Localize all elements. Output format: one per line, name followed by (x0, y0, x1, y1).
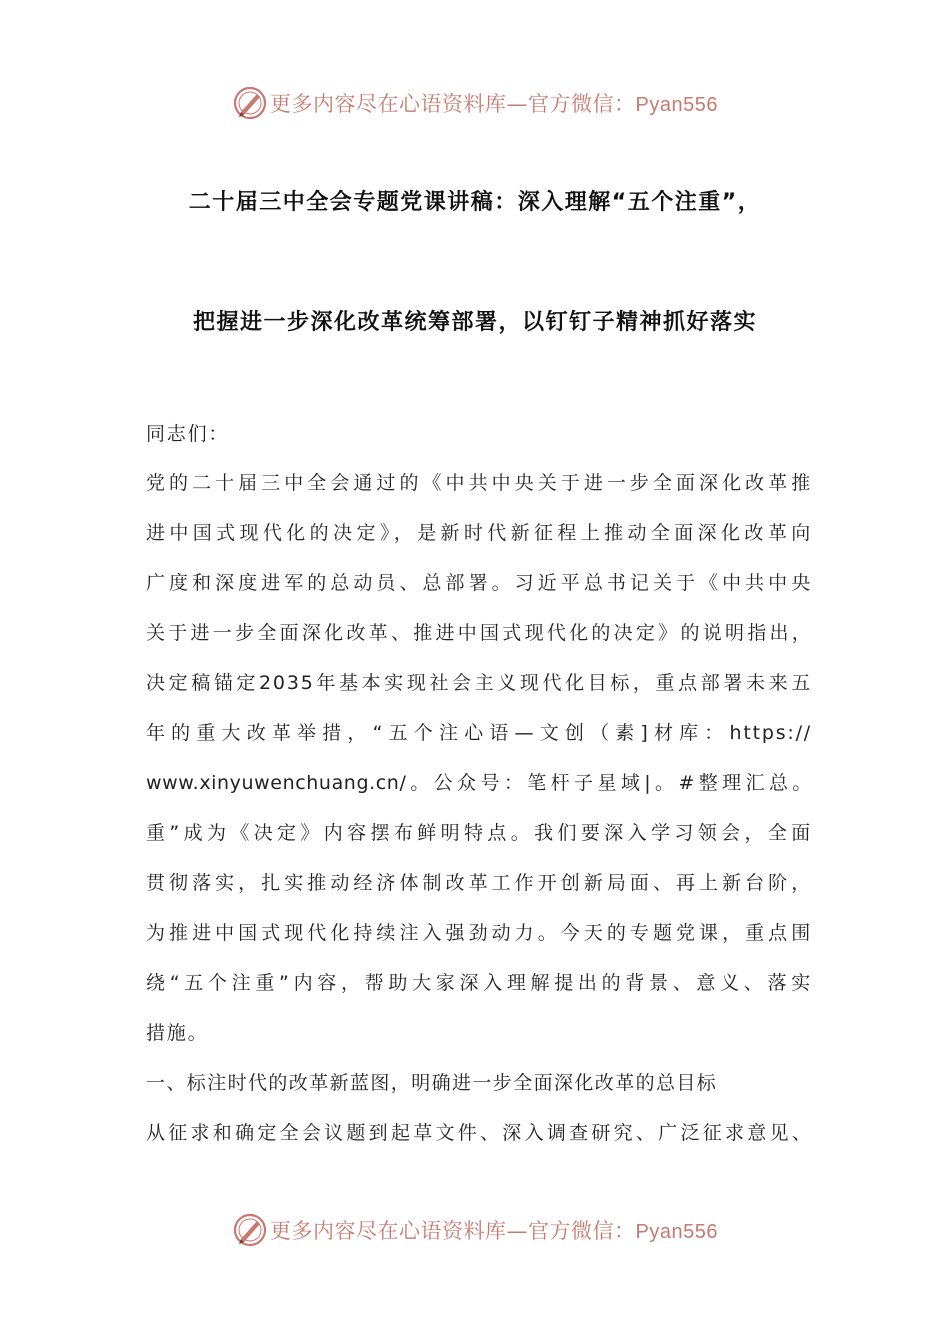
paragraph-line: 为推进中国式现代化持续注入强劲动力。今天的专题党课，重点围 (146, 922, 812, 944)
pen-logo-icon (232, 1212, 268, 1248)
header-watermark (0, 83, 950, 123)
paragraph-line: 关于进一步全面深化改革、推进中国式现代化的决定》的说明指出， (146, 622, 812, 644)
paragraph-line: 年的重大改革举措，“五个注心语—文创（素]材库：https:// (146, 722, 812, 744)
page-title-line-2: 把握进一步深化改革统筹部署，以钉钉子精神抓好落实 (192, 310, 757, 335)
paragraph-line: www.xinyuwenchuang.cn/。公众号：笔杆子星域|。#整理汇总。 (146, 772, 812, 794)
paragraph-line: 重”成为《决定》内容摆布鲜明特点。我们要深入学习领会，全面 (146, 822, 812, 844)
watermark-label: 更多内容尽在心语资料库—官方微信： (270, 92, 636, 116)
paragraph-line: 决定稿锚定2035年基本实现社会主义现代化目标，重点部署未来五 (146, 672, 812, 694)
page-title-line-1: 二十届三中全会专题党课讲稿：深入理解“五个注重”， (188, 190, 762, 215)
section-heading: 一、标注时代的改革新蓝图，明确进一步全面深化改革的总目标 (146, 1072, 718, 1094)
footer-watermark (0, 1210, 950, 1250)
pen-logo-icon (232, 85, 268, 121)
watermark-label: 更多内容尽在心语资料库—官方微信： (270, 1219, 636, 1243)
watermark-text (270, 88, 718, 118)
paragraph-line: 从征求和确定全会议题到起草文件、深入调查研究、广泛征求意见、 (146, 1122, 812, 1144)
paragraph-line: 党的二十届三中全会通过的《中共中央关于进一步全面深化改革推 (146, 472, 812, 494)
paragraph-line: 贯彻落实，扎实推动经济体制改革工作开创新局面、再上新台阶， (146, 872, 812, 894)
watermark-text (270, 1215, 718, 1245)
paragraph-line: 同志们： (146, 423, 230, 445)
paragraph-line: 广度和深度进军的总动员、总部署。习近平总书记关于《中共中央 (146, 572, 812, 594)
paragraph-line: 绕“五个注重”内容，帮助大家深入理解提出的背景、意义、落实 (146, 972, 812, 994)
paragraph-line: 措施。 (146, 1022, 209, 1044)
paragraph-line: 进中国式现代化的决定》，是新时代新征程上推动全面深化改革向 (146, 522, 812, 544)
wechat-id: Pyan556 (635, 94, 718, 116)
wechat-id: Pyan556 (635, 1221, 718, 1243)
